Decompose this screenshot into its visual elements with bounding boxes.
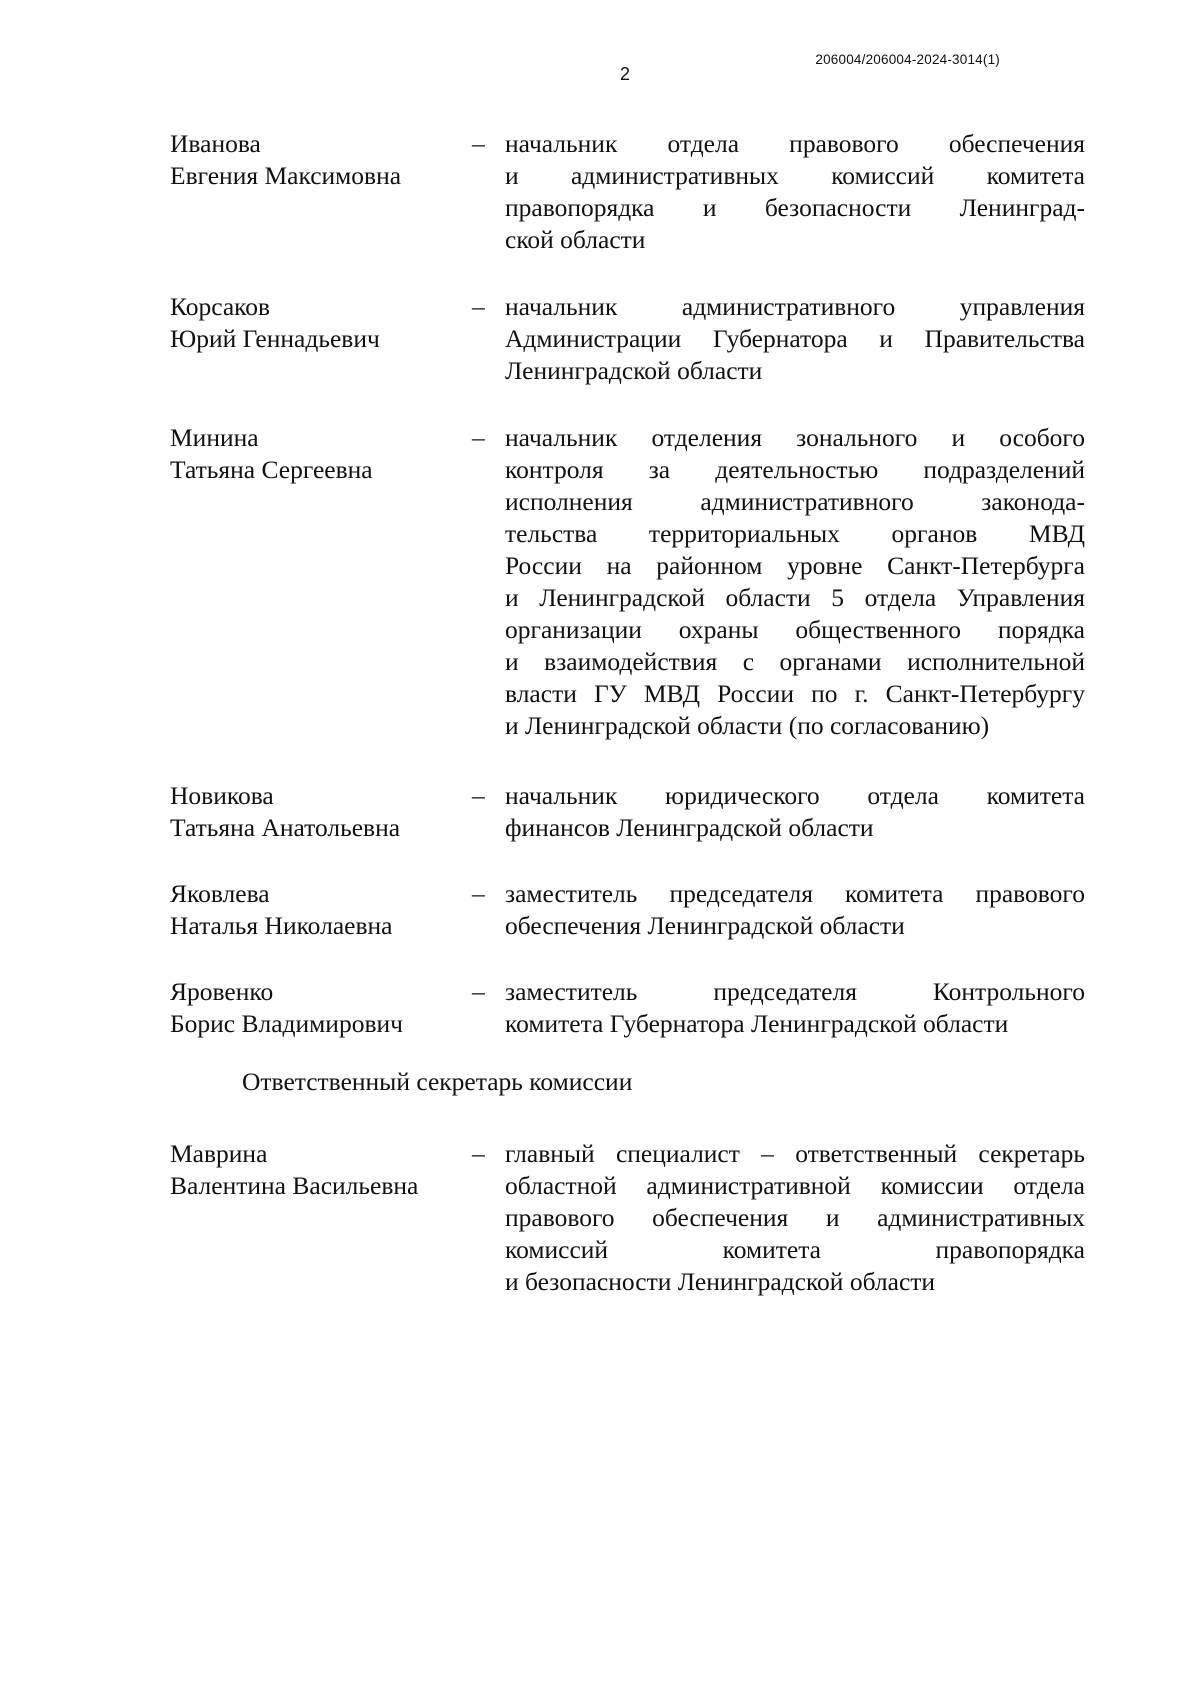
member-surname: Корсаков bbox=[170, 292, 271, 321]
secretary-section-heading: Ответственный секретарь комиссии bbox=[242, 1067, 633, 1096]
member-surname: Иванова bbox=[170, 129, 261, 158]
dash-separator: – bbox=[472, 1139, 485, 1168]
position-line: России на районном уровне Санкт-Петербурга bbox=[505, 551, 1085, 580]
member-surname: Яровенко bbox=[170, 977, 274, 1006]
member-surname: Маврина bbox=[170, 1139, 268, 1168]
position-line: областной административной комиссии отдела bbox=[505, 1171, 1085, 1200]
position-line: организации охраны общественного порядка bbox=[505, 615, 1085, 644]
position-line: Администрации Губернатора и Правительства bbox=[505, 324, 1085, 353]
dash-separator: – bbox=[472, 879, 485, 908]
member-surname: Яковлева bbox=[170, 879, 270, 908]
position-line: комитета Губернатора Ленинградской области bbox=[505, 1009, 1009, 1038]
position-line: и безопасности Ленинградской области bbox=[505, 1267, 936, 1296]
member-given-names: Борис Владимирович bbox=[170, 1009, 403, 1038]
position-line: начальник отделения зонального и особого bbox=[505, 423, 1085, 452]
position-line: главный специалист – ответственный секретарь bbox=[505, 1139, 1085, 1168]
position-line: правового обеспечения и административных bbox=[505, 1203, 1085, 1232]
member-given-names: Евгения Максимовна bbox=[170, 161, 402, 190]
member-name bbox=[170, 1138, 470, 1202]
position-line: власти ГУ МВД России по г. Санкт-Петербургу bbox=[505, 679, 1085, 708]
member-name bbox=[170, 422, 470, 486]
dash-separator: – bbox=[472, 977, 485, 1006]
member-position bbox=[505, 878, 1085, 942]
position-line: тельства территориальных органов МВД bbox=[505, 519, 1085, 548]
member-name bbox=[170, 976, 470, 1040]
dash-separator: – bbox=[472, 781, 485, 810]
position-line: ской области bbox=[505, 225, 646, 254]
position-line: и административных комиссий комитета bbox=[505, 161, 1085, 190]
member-surname: Минина bbox=[170, 423, 259, 452]
member-given-names: Юрий Геннадьевич bbox=[170, 324, 380, 353]
page-number: 2 bbox=[620, 64, 631, 84]
document-registration-number: 206004/206004-2024-3014(1) bbox=[815, 52, 1000, 67]
position-line: комиссий комитета правопорядка bbox=[505, 1235, 1085, 1264]
position-line: начальник административного управления bbox=[505, 292, 1085, 321]
member-name bbox=[170, 780, 470, 844]
position-line: заместитель председателя Контрольного bbox=[505, 977, 1085, 1006]
member-given-names: Наталья Николаевна bbox=[170, 911, 393, 940]
member-position bbox=[505, 128, 1085, 256]
member-given-names: Татьяна Анатольевна bbox=[170, 813, 401, 842]
member-position bbox=[505, 780, 1085, 844]
dash-separator: – bbox=[472, 129, 485, 158]
position-line: контроля за деятельностью подразделений bbox=[505, 455, 1085, 484]
member-position bbox=[505, 291, 1085, 387]
member-given-names: Валентина Васильевна bbox=[170, 1171, 419, 1200]
member-position bbox=[505, 422, 1085, 742]
member-surname: Новикова bbox=[170, 781, 274, 810]
position-line: обеспечения Ленинградской области bbox=[505, 911, 905, 940]
dash-separator: – bbox=[472, 292, 485, 321]
member-name bbox=[170, 878, 470, 942]
position-line: и взаимодействия с органами исполнительной bbox=[505, 647, 1085, 676]
dash-separator: – bbox=[472, 423, 485, 452]
member-name bbox=[170, 291, 470, 355]
position-line: Ленинградской области bbox=[505, 356, 763, 385]
member-position bbox=[505, 976, 1085, 1040]
position-line: заместитель председателя комитета правового bbox=[505, 879, 1085, 908]
position-line: начальник юридического отдела комитета bbox=[505, 781, 1085, 810]
position-line: и Ленинградской области 5 отдела Управления bbox=[505, 583, 1085, 612]
member-given-names: Татьяна Сергеевна bbox=[170, 455, 373, 484]
position-line: правопорядка и безопасности Ленинград- bbox=[505, 193, 1085, 222]
position-line: исполнения административного законода- bbox=[505, 487, 1085, 516]
member-position bbox=[505, 1138, 1085, 1298]
position-line: и Ленинградской области (по согласованию) bbox=[505, 711, 990, 740]
position-line: начальник отдела правового обеспечения bbox=[505, 129, 1085, 158]
member-name bbox=[170, 128, 470, 192]
position-line: финансов Ленинградской области bbox=[505, 813, 874, 842]
